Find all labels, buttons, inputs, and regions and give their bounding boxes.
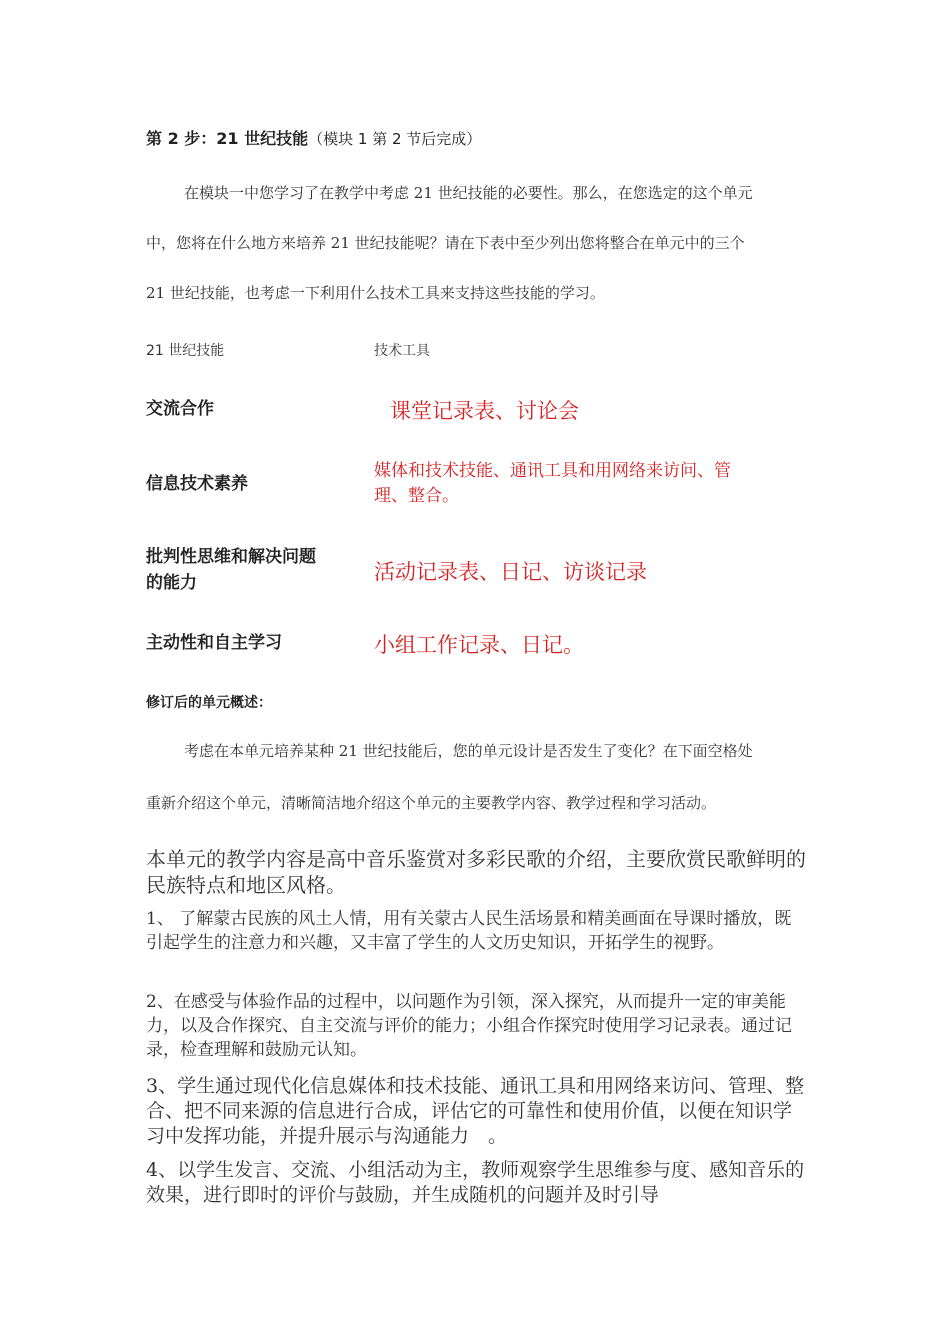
content-lead: 本单元的教学内容是高中音乐鉴赏对多彩民歌的介绍，主要欣赏民歌鲜明的民族特点和地区风格。 bbox=[146, 847, 806, 897]
content-item-2: 2、在感受与体验作品的过程中，以问题作为引领，深入探究，从而提升一定的审美能力，以及合作探究、自主交流与评价的能力；小组合作探究时使用学习记录表。通过记录，检查理解和鼓励元认知。 bbox=[146, 992, 792, 1060]
tool-info-literacy-line-1: 媒体和技术技能、通讯工具和用网络来访问、管 bbox=[374, 461, 731, 481]
skill-critical-thinking bbox=[146, 544, 316, 596]
skill-critical-thinking-line-1: 批判性思维和解决问题 bbox=[146, 547, 316, 567]
intro-line-3: 21 世纪技能，也考虑一下利用什么技术工具来支持这些技能的学习。 bbox=[146, 284, 605, 302]
step-title: 第 2 步：21 世纪技能 bbox=[146, 129, 309, 148]
skill-communication: 交流合作 bbox=[146, 399, 214, 419]
content-item-3: 3、学生通过现代化信息媒体和技术技能、通讯工具和用网络来访问、管理、整合、把不同来源的信息进行合成，评估它的可靠性和使用价值，以便在知识学习中发挥功能，并提升展示与沟通能力 。 bbox=[146, 1075, 805, 1147]
tool-self-directed: 小组工作记录、日记。 bbox=[374, 633, 584, 657]
content-item-4: 4、以学生发言、交流、小组活动为主，教师观察学生思维参与度、感知音乐的效果，进行即时的评价与鼓励，并生成随机的问题并及时引导 bbox=[146, 1159, 805, 1206]
skill-critical-thinking-line-2: 的能力 bbox=[146, 573, 197, 593]
tool-critical-thinking: 活动记录表、日记、访谈记录 bbox=[374, 560, 647, 584]
intro-line-2: 中，您将在什么地方来培养 21 世纪技能呢？请在下表中至少列出您将整合在单元中的三个 bbox=[146, 234, 745, 252]
skill-info-literacy: 信息技术素养 bbox=[146, 474, 248, 494]
tool-info-literacy bbox=[374, 459, 731, 509]
step-heading bbox=[146, 126, 481, 149]
revised-overview-heading: 修订后的单元概述： bbox=[146, 695, 272, 711]
column-header-tools: 技术工具 bbox=[374, 343, 430, 359]
column-header-skills: 21 世纪技能 bbox=[146, 343, 225, 359]
tool-info-literacy-line-2: 理、整合。 bbox=[374, 486, 459, 506]
tool-communication: 课堂记录表、讨论会 bbox=[390, 399, 579, 423]
revised-line-1: 考虑在本单元培养某种 21 世纪技能后，您的单元设计是否发生了变化？在下面空格处 bbox=[184, 742, 753, 760]
content-item-1: 1、 了解蒙古民族的风土人情，用有关蒙古人民生活场景和精美画面在导课时播放，既引起学生的注意力和兴趣，又丰富了学生的人文历史知识，开拓学生的视野。 bbox=[146, 909, 792, 953]
skill-self-directed: 主动性和自主学习 bbox=[146, 633, 282, 653]
intro-line-1: 在模块一中您学习了在教学中考虑 21 世纪技能的必要性。那么，在您选定的这个单元 bbox=[184, 184, 753, 202]
step-note: （模块 1 第 2 节后完成） bbox=[308, 130, 482, 148]
revised-line-2: 重新介绍这个单元，清晰简洁地介绍这个单元的主要教学内容、教学过程和学习活动。 bbox=[146, 794, 717, 812]
